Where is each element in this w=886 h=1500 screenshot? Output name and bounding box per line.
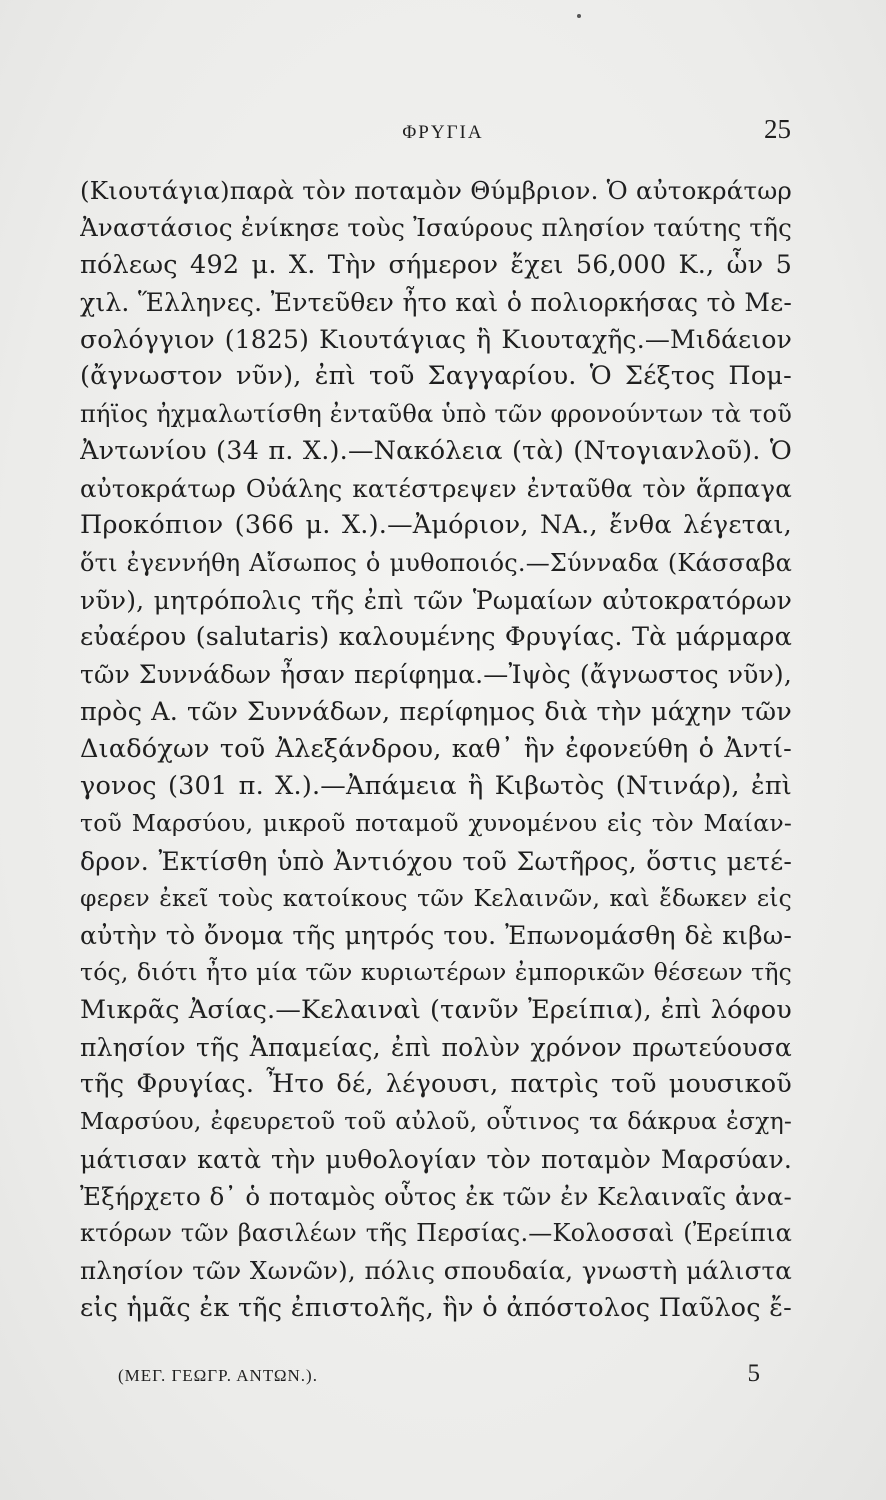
text-line: τῶν Συννάδων ἦσαν περίφημα.—Ἰψὸς (ἄγνωστος νῦν), [80,660,792,690]
text-line: Διαδόχων τοῦ Ἀλεξάνδρου, καθ᾽ ἣν ἐφονεύθη ὁ Ἀντί- [80,733,792,764]
text-line: εἰς ἡμᾶς ἐκ τῆς ἐπιστολῆς, ἣν ὁ ἀπόστολος Παῦλος ἔ- [80,1292,792,1323]
text-line: πλησίον τῶν Χωνῶν), πόλις σπουδαία, γνωστὴ μάλιστα [80,1256,792,1286]
text-line: (Κιουτάγια)παρὰ τὸν ποταμὸν Θύμβριον. Ὁ αὐτοκράτωρ [80,176,792,205]
text-line: νῦν), μητρόπολις τῆς ἐπὶ τῶν Ῥωμαίων αὐτοκρατόρων [80,585,792,615]
page-number: 25 [764,114,791,144]
text-line: μάτισαν κατὰ τὴν μυθολογίαν τὸν ποταμὸν Μαρσύαν. [80,1144,792,1174]
body-text [80,172,792,1327]
text-line: Μικρᾶς Ἀσίας.—Κελαιναὶ (τανῦν Ἐρείπια), ἐπὶ λόφου [80,994,792,1025]
signature-mark: 5 [747,1360,760,1387]
footer-signature: (ΜΕΓ. ΓΕΩΓΡ. ΑΝΤΩΝ.). [118,1366,318,1385]
text-line: χιλ. Ἕλληνες. Ἐντεῦθεν ἦτο καὶ ὁ πολιορκήσας τὸ Με- [80,287,792,317]
text-line: Ἀντωνίου (34 π. Χ.).—Νακόλεια (τὰ) (Ντογιανλοῦ). Ὁ [80,435,792,466]
text-line: τός, διότι ἦτο μία τῶν κυριωτέρων ἐμπορικῶν θέσεων τῆς [80,958,792,987]
text-line: (ἄγνωστον νῦν), ἐπὶ τοῦ Σαγγαρίου. Ὁ Σέξτος Πομ- [80,361,792,392]
text-line: σολόγγιον (1825) Κιουτάγιας ἢ Κιουταχῆς.—Μιδάειον [80,325,792,354]
text-line: πήϊος ἠχμαλωτίσθη ἐνταῦθα ὑπὸ τῶν φρονούντων τὰ τοῦ [80,399,792,428]
text-line: τῆς Φρυγίας. Ἦτο δέ, λέγουσι, πατρὶς τοῦ μουσικοῦ [80,1069,792,1099]
text-line: εὐαέρου (salutaris) καλουμένης Φρυγίας. Τὰ μάρμαρα [80,622,792,652]
text-line: φερεν ἐκεῖ τοὺς κατοίκους τῶν Κελαινῶν, καὶ ἔδωκεν εἰς [80,883,792,912]
text-line: Ἀναστάσιος ἐνίκησε τοὺς Ἰσαύρους πλησίον ταύτης τῆς [80,213,792,243]
print-speck [577,14,581,18]
text-line: αὐτὴν τὸ ὄνομα τῆς μητρός του. Ἐπωνομάσθη δὲ κιβω- [80,921,792,950]
text-line: δρον. Ἐκτίσθη ὑπὸ Ἀντιόχου τοῦ Σωτῆρος, ὅστις μετέ- [80,846,792,876]
text-line: πόλεως 492 μ. Χ. Τὴν σήμερον ἔχει 56,000 Κ., ὧν 5 [80,249,792,280]
text-line: Προκόπιον (366 μ. Χ.).—Ἀμόριον, ΝΑ., ἔνθα λέγεται, [80,510,792,541]
text-line: κτόρων τῶν βασιλέων τῆς Περσίας.—Κολοσσαὶ (Ἐρείπια [80,1219,792,1247]
text-line: Μαρσύου, ἐφευρετοῦ τοῦ αὐλοῦ, οὗτινος τα δάκρυα ἐσχη- [80,1107,792,1136]
text-line: ὅτι ἐγεννήθη Αἴσωπος ὁ μυθοποιός.—Σύνναδα (Κάσσαβα [80,548,792,577]
running-header-title: ΦΡΥΓΙΑ [402,122,484,143]
text-line: Ἐξήρχετο δ᾽ ὁ ποταμὸς οὗτος ἐκ τῶν ἐν Κελαιναῖς ἀνα- [80,1181,792,1211]
text-line: γονος (301 π. Χ.).—Ἀπάμεια ἢ Κιβωτὸς (Ντινάρ), ἐπὶ [80,771,792,801]
text-line: τοῦ Μαρσύου, μικροῦ ποταμοῦ χυνομένου εἰς τὸν Μαίαν- [80,809,792,838]
text-line: πρὸς Α. τῶν Συννάδων, περίφημος διὰ τὴν μάχην τῶν [80,696,792,727]
text-line: αὐτοκράτωρ Οὐάλης κατέστρεψεν ἐνταῦθα τὸν ἅρπαγα [80,474,792,503]
text-line: πλησίον τῆς Ἀπαμείας, ἐπὶ πολὺν χρόνον πρωτεύουσα [80,1032,792,1062]
